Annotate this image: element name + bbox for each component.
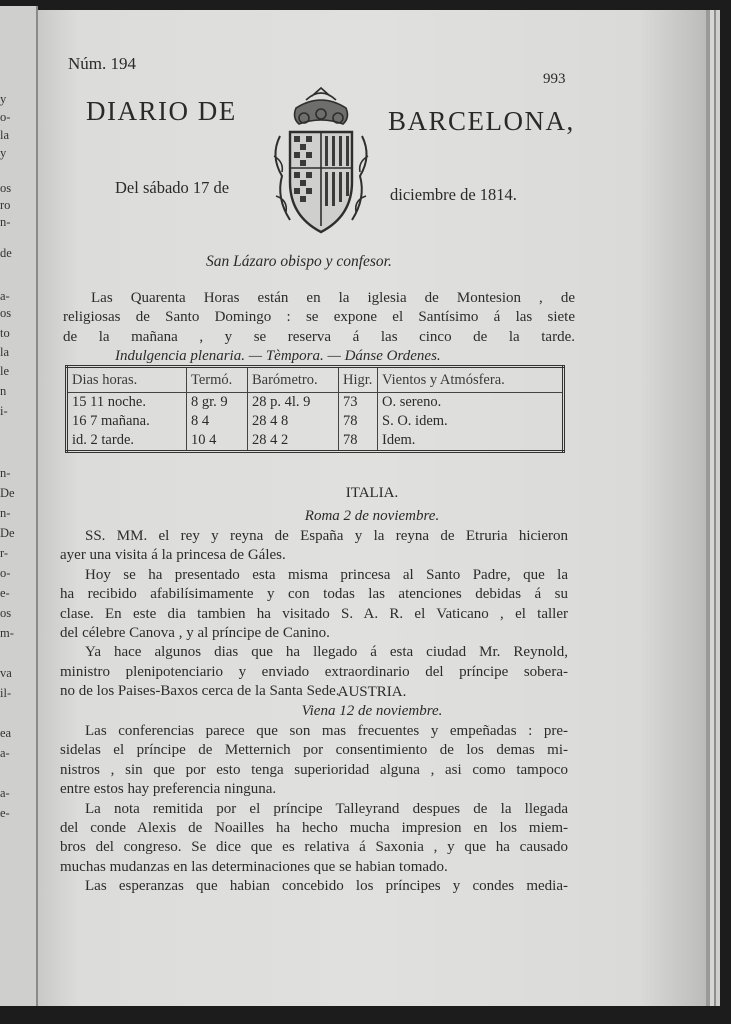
left-fragment: de — [0, 246, 12, 260]
weather-cell: 28 4 2 — [248, 431, 339, 452]
weather-table — [65, 365, 565, 453]
notice-paragraph — [63, 289, 575, 367]
section-heading-italia: ITALIA. — [345, 485, 399, 501]
left-fragment: e- — [0, 806, 10, 820]
weather-row — [67, 393, 564, 413]
dateline-roma: Roma 2 de noviembre. — [304, 508, 440, 524]
article-line: muchas mudanzas en las determinaciones que se habian tomado. — [60, 858, 448, 875]
masthead-title-left: DIARIO DE — [86, 96, 237, 126]
article-line: Ya hace algunos dias que ha llegado á esta ciudad Mr. Reynold, — [85, 644, 568, 661]
weather-col-header: Barómetro. — [248, 367, 339, 393]
left-fragment: ro — [0, 198, 11, 212]
masthead-title-right: BARCELONA, — [388, 106, 575, 136]
page-number: 993 — [543, 71, 566, 87]
left-fragment: n- — [0, 215, 11, 229]
article-line: Las esperanzas que habian concebido los príncipes y condes media- — [85, 878, 568, 895]
austria-article — [60, 722, 568, 897]
issue-date-right: diciembre de 1814. — [390, 185, 517, 204]
weather-col-header: Higr. — [339, 367, 378, 393]
weather-cell: 28 p. 4l. 9 — [248, 393, 339, 413]
issue-date-left: Del sábado 17 de — [115, 178, 230, 197]
weather-cell: Idem. — [378, 431, 564, 452]
left-fragment: va — [0, 666, 12, 680]
notice-line: religiosas de Santo Domingo : se expone el Santísimo á las siete — [63, 309, 575, 326]
weather-cell: 10 4 — [187, 431, 248, 452]
article-line: Hoy se ha presentado esta misma princesa al Santo Padre, que la — [85, 566, 568, 583]
left-fragment: m- — [0, 626, 14, 640]
weather-cell: O. sereno. — [378, 393, 564, 413]
left-fragment: il- — [0, 686, 12, 700]
left-fragment: la — [0, 345, 10, 359]
article-line: no de los Paises-Baxos cerca de la Santa Sede. — [60, 683, 340, 700]
italia-article — [60, 527, 568, 702]
weather-col-header: Dias horas. — [67, 367, 187, 393]
article-line: clase. En este dia tambien ha visitado S. A. R. el Vaticano , el taller — [60, 605, 568, 622]
left-fragment: n- — [0, 466, 11, 480]
left-fragment: n — [0, 384, 7, 398]
left-fragment: De — [0, 526, 15, 540]
article-line: sidelas el príncipe de Metternich por consentimiento de los demas mi- — [60, 742, 568, 759]
article-line: nistros , sin que por esto tenga superioridad alguna , asi como tampoco — [60, 761, 568, 778]
weather-cell: 16 7 mañana. — [72, 413, 150, 429]
left-fragment: De — [0, 486, 15, 500]
article-line: ha recibido afabilísimamente y con todas las atenciones debidas á su — [60, 586, 568, 603]
weather-cell: id. 2 tarde. — [72, 432, 135, 448]
left-fragment: la — [0, 128, 10, 142]
left-page-edge — [0, 6, 38, 1006]
weather-col-header: Termó. — [187, 367, 248, 393]
issue-number: Núm. 194 — [68, 54, 136, 73]
notice-indulgence: Indulgencia plenaria. — Tèmpora. — Dánse Ordenes. — [115, 348, 441, 365]
weather-cell: 15 11 noche. — [72, 394, 146, 410]
notice-line: de la mañana , y se reserva á las cinco de la tarde. — [63, 328, 575, 345]
left-fragment: os — [0, 306, 12, 320]
article-line: Las conferencias parece que son mas frecuentes y empeñadas : pre- — [85, 723, 568, 739]
weather-cell: 8 gr. 9 — [187, 393, 248, 413]
article-line: La nota remitida por el príncipe Talleyrand despues de la llegada — [85, 800, 568, 817]
left-fragment: o- — [0, 566, 11, 580]
left-fragment: os — [0, 181, 12, 195]
weather-col-header: Vientos y Atmósfera. — [378, 367, 564, 393]
weather-cell: 73 — [339, 393, 378, 413]
left-fragment: le — [0, 364, 10, 378]
left-fragment: e- — [0, 586, 10, 600]
weather-header-row — [67, 367, 564, 393]
weather-row — [67, 431, 564, 452]
section-heading-austria: AUSTRIA. — [337, 684, 407, 700]
left-fragment: o- — [0, 110, 11, 124]
dateline-viena: Viena 12 de noviembre. — [301, 703, 443, 719]
left-fragment: a- — [0, 289, 10, 303]
weather-row — [67, 412, 564, 431]
article-line: bros del congreso. Se dice que es relativa á Saxonia , y que ha causado — [60, 839, 568, 856]
article-line: entre estos hay preferencia ninguna. — [60, 781, 277, 798]
weather-cell: S. O. idem. — [378, 412, 564, 431]
article-line: del célebre Canova , y al príncipe de Canino. — [60, 625, 330, 642]
left-fragment: n- — [0, 506, 11, 520]
weather-cell: 78 — [339, 412, 378, 431]
left-fragment: y — [0, 92, 7, 106]
left-fragment: a- — [0, 746, 10, 760]
left-fragment: to — [0, 326, 10, 340]
weather-cell: 28 4 8 — [248, 412, 339, 431]
article-line: ministro plenipotenciario y enviado extraordinario del príncipe sobera- — [60, 663, 568, 680]
left-fragment: os — [0, 606, 12, 620]
left-fragment: ea — [0, 726, 12, 740]
left-fragment: a- — [0, 786, 10, 800]
notice-line: Las Quarenta Horas están en la iglesia de Montesion , de — [91, 290, 575, 306]
article-line: SS. MM. el rey y reyna de España y la reyna de Etruria hicieron — [85, 528, 568, 544]
page-stack-edge — [708, 14, 718, 1006]
weather-cell: 8 4 — [187, 412, 248, 431]
weather-cell: 78 — [339, 431, 378, 452]
coat-of-arms-icon — [266, 86, 376, 248]
left-fragment: r- — [0, 546, 9, 560]
left-fragment: i- — [0, 404, 8, 418]
left-fragment: y — [0, 146, 7, 160]
saint-of-day: San Lázaro obispo y confesor. — [206, 253, 392, 270]
article-line: ayer una visita á la princesa de Gáles. — [60, 547, 286, 564]
article-line: del conde Alexis de Noailles ha hecho mucha impresion en los miem- — [60, 820, 568, 837]
newspaper-page — [38, 10, 706, 1006]
